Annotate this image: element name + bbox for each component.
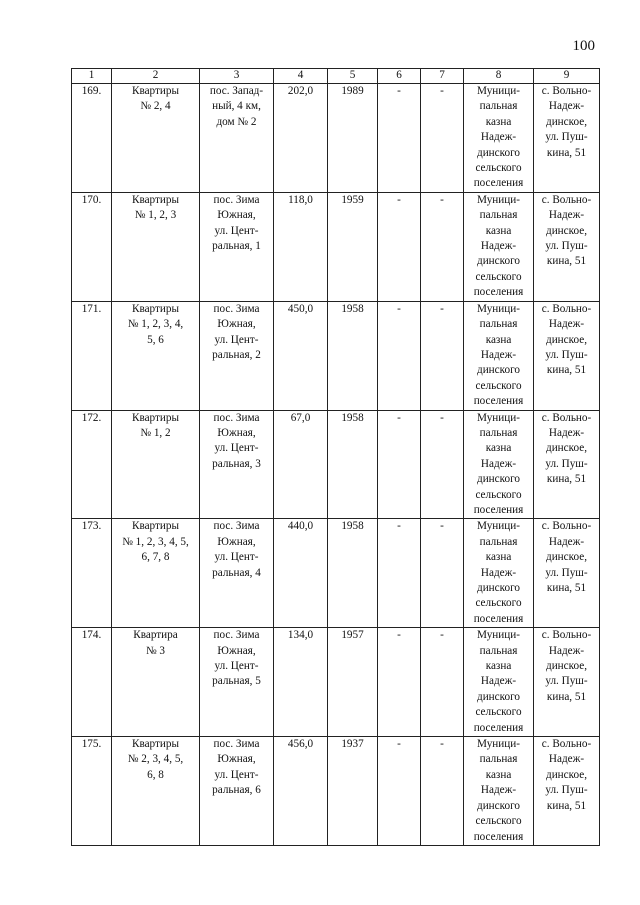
cell-line: ул. Цент- [214, 768, 259, 781]
cell-line: Южная, [217, 644, 256, 657]
cell-line: ул. Пуш- [545, 566, 588, 579]
cell-line: № 1, 2, 3, 4, [127, 318, 184, 331]
cell-line: ул. Пуш- [545, 131, 588, 144]
area-cell: 134,0 [274, 628, 328, 737]
location-cell [534, 301, 600, 410]
table-row [72, 301, 600, 410]
owner-cell [464, 192, 534, 301]
column-header: 4 [274, 69, 328, 84]
cell-line: сельского [475, 162, 522, 175]
cell-line: Муници- [477, 411, 520, 424]
year-cell: 1959 [328, 192, 378, 301]
column-6-cell: - [378, 192, 421, 301]
column-6-cell: - [378, 737, 421, 846]
object-name-cell [112, 84, 200, 193]
year-cell: 1957 [328, 628, 378, 737]
cell-line: сельского [475, 488, 522, 501]
cell-line: динское, [546, 660, 587, 673]
cell-line: ул. Цент- [214, 224, 259, 237]
cell-line: сельского [475, 379, 522, 392]
cell-line: с. Вольно- [541, 85, 592, 97]
table-row [72, 628, 600, 737]
cell-line: 6, 8 [147, 768, 164, 781]
cell-line: ул. Цент- [214, 442, 259, 455]
column-header: 8 [464, 69, 534, 84]
column-header: 1 [72, 69, 112, 84]
cell-line: кина, 51 [546, 799, 587, 812]
row-number-cell: 175. [72, 737, 112, 846]
table-row [72, 410, 600, 519]
cell-line: Надеж- [480, 131, 517, 144]
cell-line: динское, [546, 442, 587, 455]
cell-line: динское, [546, 551, 587, 564]
row-number-cell: 172. [72, 410, 112, 519]
cell-line: Надеж- [548, 535, 585, 548]
cell-line: Южная, [217, 535, 256, 548]
column-header: 6 [378, 69, 421, 84]
column-header: 3 [200, 69, 274, 84]
column-7-cell: - [421, 192, 464, 301]
cell-line: поселения [473, 177, 524, 190]
cell-line: ральная, 6 [212, 784, 261, 797]
cell-line: Надеж- [480, 348, 517, 361]
cell-line: пальная [479, 535, 518, 548]
cell-line: пос. Зима [213, 193, 260, 206]
cell-line: Муници- [477, 302, 520, 315]
object-name-cell [112, 410, 200, 519]
column-6-cell: - [378, 84, 421, 193]
cell-line: поселения [473, 830, 524, 843]
cell-line: пос. Зима [213, 302, 260, 315]
year-cell: 1937 [328, 737, 378, 846]
column-7-cell: - [421, 84, 464, 193]
address-cell [200, 628, 274, 737]
cell-line: № 1, 2, 3, 4, 5, [122, 535, 189, 548]
cell-line: сельского [475, 706, 522, 719]
cell-line: кина, 51 [546, 146, 587, 159]
cell-line: казна [485, 333, 512, 346]
cell-line: пальная [479, 100, 518, 113]
cell-line: казна [485, 660, 512, 673]
owner-cell [464, 628, 534, 737]
cell-line: Муници- [477, 629, 520, 642]
year-cell: 1958 [328, 519, 378, 628]
cell-line: динского [477, 582, 520, 594]
area-cell: 118,0 [274, 192, 328, 301]
cell-line: Надеж- [548, 209, 585, 222]
cell-line: с. Вольно- [541, 193, 592, 206]
cell-line: кина, 51 [546, 473, 587, 486]
column-header: 5 [328, 69, 378, 84]
area-cell: 67,0 [274, 410, 328, 519]
area-cell: 456,0 [274, 737, 328, 846]
cell-line: ул. Пуш- [545, 784, 588, 797]
cell-line: с. Вольно- [541, 302, 592, 315]
address-cell [200, 410, 274, 519]
cell-line: Муници- [477, 193, 520, 206]
cell-line: Южная, [217, 426, 256, 439]
cell-line: Надеж- [548, 318, 585, 331]
location-cell [534, 410, 600, 519]
cell-line: Муници- [477, 520, 520, 533]
cell-line: казна [485, 551, 512, 564]
address-cell [200, 737, 274, 846]
object-name-cell [112, 192, 200, 301]
year-cell: 1958 [328, 410, 378, 519]
owner-cell [464, 737, 534, 846]
cell-line: № 2, 4 [140, 100, 171, 113]
cell-line: 6, 7, 8 [141, 551, 170, 564]
cell-line: № 2, 3, 4, 5, [127, 753, 184, 766]
cell-line: Муници- [477, 738, 520, 751]
row-number-cell: 170. [72, 192, 112, 301]
cell-line: кина, 51 [546, 364, 587, 377]
cell-line: № 1, 2 [140, 426, 171, 439]
cell-line: пос. Запад- [209, 85, 264, 97]
cell-line: ральная, 3 [212, 457, 261, 470]
cell-line: динского [477, 364, 520, 377]
column-header: 9 [534, 69, 600, 84]
owner-cell [464, 410, 534, 519]
cell-line: сельского [475, 597, 522, 610]
cell-line: Надеж- [480, 457, 517, 470]
cell-line: динского [477, 690, 520, 703]
cell-line: ул. Цент- [214, 333, 259, 346]
cell-line: сельского [475, 270, 522, 283]
cell-line: с. Вольно- [541, 629, 592, 642]
row-number-cell: 171. [72, 301, 112, 410]
row-number-cell: 169. [72, 84, 112, 193]
cell-line: динское, [546, 333, 587, 346]
cell-line: казна [485, 442, 512, 455]
cell-line: ул. Пуш- [545, 240, 588, 253]
cell-line: Надеж- [480, 675, 517, 688]
column-number-row [72, 69, 600, 84]
column-header: 2 [112, 69, 200, 84]
cell-line: пос. Зима [213, 738, 260, 751]
cell-line: Квартиры [132, 85, 179, 97]
cell-line: Надеж- [548, 426, 585, 439]
column-6-cell: - [378, 410, 421, 519]
cell-line: Надеж- [480, 784, 517, 797]
table-body [72, 84, 600, 846]
cell-line: дом № 2 [216, 115, 257, 128]
cell-line: Квартиры [132, 520, 179, 533]
cell-line: Квартиры [132, 193, 179, 206]
address-cell [200, 192, 274, 301]
cell-line: пос. Зима [213, 411, 260, 424]
owner-cell [464, 301, 534, 410]
property-registry-table [71, 68, 600, 846]
cell-line: № 3 [145, 644, 166, 657]
cell-line: Муници- [477, 85, 520, 97]
cell-line: пальная [479, 209, 518, 222]
address-cell [200, 84, 274, 193]
owner-cell [464, 519, 534, 628]
cell-line: казна [485, 224, 512, 237]
cell-line: Надеж- [548, 100, 585, 113]
cell-line: ул. Пуш- [545, 457, 588, 470]
area-cell: 440,0 [274, 519, 328, 628]
owner-cell [464, 84, 534, 193]
cell-line: ральная, 5 [212, 675, 261, 688]
cell-line: с. Вольно- [541, 411, 592, 424]
column-7-cell: - [421, 628, 464, 737]
cell-line: динского [477, 146, 520, 159]
cell-line: динское, [546, 224, 587, 237]
cell-line: Надеж- [548, 644, 585, 657]
location-cell [534, 192, 600, 301]
column-7-cell: - [421, 519, 464, 628]
table-row [72, 737, 600, 846]
cell-line: пос. Зима [213, 629, 260, 642]
cell-line: Южная, [217, 318, 256, 331]
cell-line: поселения [473, 612, 524, 625]
cell-line: ул. Цент- [214, 660, 259, 673]
column-6-cell: - [378, 628, 421, 737]
cell-line: 5, 6 [147, 333, 164, 346]
object-name-cell [112, 301, 200, 410]
cell-line: с. Вольно- [541, 738, 592, 751]
cell-line: ул. Пуш- [545, 675, 588, 688]
year-cell: 1989 [328, 84, 378, 193]
cell-line: с. Вольно- [541, 520, 592, 533]
cell-line: поселения [473, 721, 524, 734]
object-name-cell [112, 737, 200, 846]
cell-line: поселения [473, 503, 524, 516]
column-7-cell: - [421, 737, 464, 846]
cell-line: пальная [479, 426, 518, 439]
cell-line: Квартиры [132, 738, 179, 751]
cell-line: казна [485, 768, 512, 781]
cell-line: пальная [479, 753, 518, 766]
object-name-cell [112, 628, 200, 737]
column-header: 7 [421, 69, 464, 84]
page-number: 100 [572, 38, 595, 54]
cell-line: ул. Цент- [214, 551, 259, 564]
area-cell: 202,0 [274, 84, 328, 193]
cell-line: динского [477, 255, 520, 268]
cell-line: Квартира [133, 629, 178, 642]
cell-line: поселения [473, 395, 524, 408]
cell-line: динского [477, 473, 520, 486]
cell-line: сельского [475, 815, 522, 828]
cell-line: ный, 4 км, [212, 100, 261, 113]
table-row [72, 192, 600, 301]
cell-line: Надеж- [480, 240, 517, 253]
row-number-cell: 174. [72, 628, 112, 737]
column-7-cell: - [421, 410, 464, 519]
year-cell: 1958 [328, 301, 378, 410]
cell-line: кина, 51 [546, 582, 587, 594]
object-name-cell [112, 519, 200, 628]
area-cell: 450,0 [274, 301, 328, 410]
cell-line: пос. Зима [213, 520, 260, 533]
cell-line: Южная, [217, 753, 256, 766]
cell-line: казна [485, 115, 512, 128]
cell-line: кина, 51 [546, 255, 587, 268]
location-cell [534, 628, 600, 737]
address-cell [200, 519, 274, 628]
cell-line: № 1, 2, 3 [134, 209, 177, 222]
column-6-cell: - [378, 519, 421, 628]
cell-line: пальная [479, 644, 518, 657]
location-cell [534, 84, 600, 193]
cell-line: динское, [546, 115, 587, 128]
location-cell [534, 737, 600, 846]
cell-line: Квартиры [132, 302, 179, 315]
cell-line: Надеж- [480, 566, 517, 579]
cell-line: ральная, 1 [212, 240, 261, 253]
cell-line: Надеж- [548, 753, 585, 766]
cell-line: поселения [473, 286, 524, 299]
cell-line: Квартиры [132, 411, 179, 424]
row-number-cell: 173. [72, 519, 112, 628]
cell-line: кина, 51 [546, 690, 587, 703]
location-cell [534, 519, 600, 628]
table-row [72, 84, 600, 193]
cell-line: ральная, 4 [212, 566, 261, 579]
cell-line: динское, [546, 768, 587, 781]
column-6-cell: - [378, 301, 421, 410]
table-row [72, 519, 600, 628]
cell-line: Южная, [217, 209, 256, 222]
column-7-cell: - [421, 301, 464, 410]
cell-line: динского [477, 799, 520, 812]
address-cell [200, 301, 274, 410]
cell-line: ул. Пуш- [545, 348, 588, 361]
cell-line: пальная [479, 318, 518, 331]
cell-line: ральная, 2 [212, 348, 261, 361]
